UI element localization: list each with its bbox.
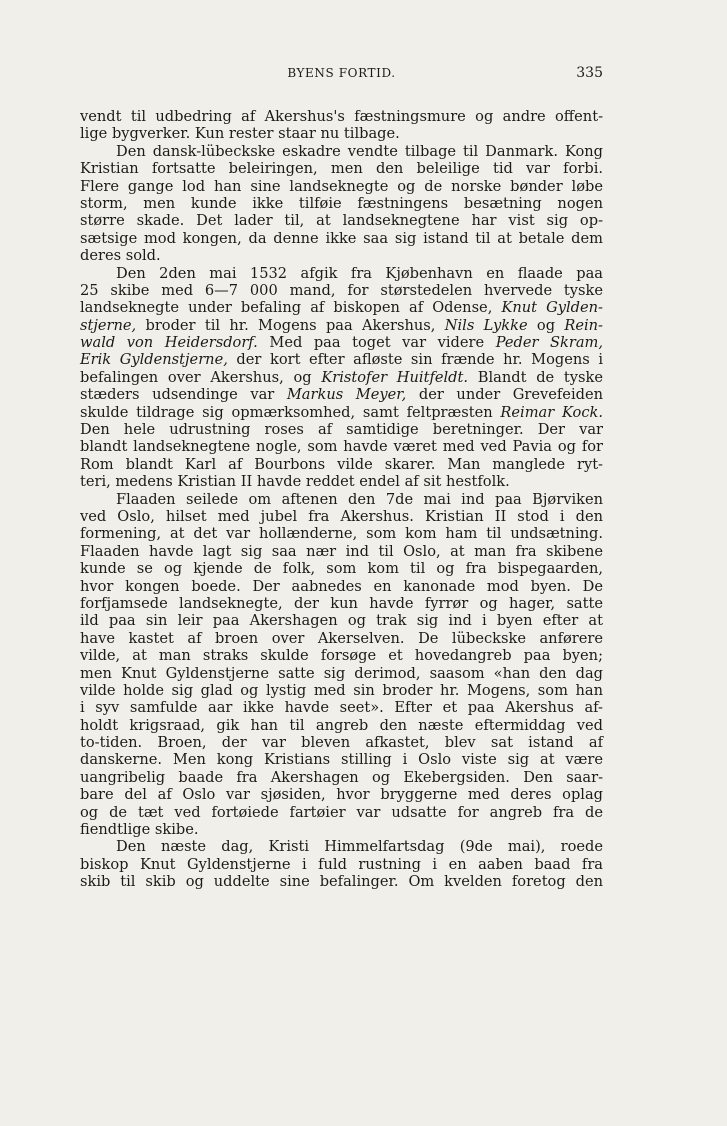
text-line: holdt krigsraad, gik han til angreb den næste eftermiddag ved [80, 716, 603, 734]
text-line: Rom blandt Karl af Bourbons vilde skarer. Man manglede ryt- [80, 455, 603, 473]
text-line: og de tæt ved fortøiede fartøier var udsatte for angreb fra de [80, 803, 603, 821]
text-line: Kristian fortsatte beleiringen, men den beleilige tid var forbi. [80, 160, 603, 178]
text-line: lige bygverker. Kun rester staar nu tilbage. [80, 125, 400, 143]
text-line: have kastet af broen over Akerselven. De lübeckske anførere [80, 629, 603, 647]
text-line: Den næste dag, Kristi Himmelfartsdag (9de mai), roede [116, 838, 603, 856]
text-line: forfjamsede landseknegte, der kun havde fyrrør og hager, satte [80, 594, 603, 612]
text-line: vilde holde sig glad og lystig med sin broder hr. Mogens, som han [80, 681, 603, 699]
text-line: formening, at det var hollænderne, som kom ham til undsætning. [80, 525, 603, 543]
text-line: to-tiden. Broen, der var bleven afkastet, blev sat istand af [80, 734, 603, 752]
running-title: BYENS FORTID. [287, 66, 396, 80]
text-line: Den 2den mai 1532 afgik fra Kjøbenhavn en flaade paa [116, 264, 603, 282]
page-header [80, 66, 603, 86]
text-line: i syv samfulde aar ikke havde seet». Efter et paa Akershus af- [80, 699, 603, 717]
text-line: 25 skibe med 6—7 000 mand, for størstedelen hvervede tyske [80, 281, 603, 299]
text-line: Erik Gyldenstjerne, der kort efter afløste sin frænde hr. Mogens i [80, 351, 603, 369]
text-line: skib til skib og uddelte sine befalinger. Om kvelden foretog den [80, 873, 603, 891]
text-line: vendt til udbedring af Akershus's fæstningsmure og andre offent- [80, 108, 603, 125]
text-line: storm, men kunde ikke tilføie fæstningens besætning nogen [80, 194, 603, 212]
text-line: landseknegte under befaling af biskopen af Odense, Knut Gylden- [80, 299, 603, 317]
text-line: vilde, at man straks skulde forsøge et hovedangreb paa byen; [80, 647, 603, 665]
text-line: Flaaden seilede om aftenen den 7de mai ind paa Bjørviken [116, 490, 603, 508]
text-line: Den dansk-lübeckske eskadre vendte tilbage til Danmark. Kong [116, 142, 603, 160]
text-line: wald von Heidersdorf. Med paa toget var videre Peder Skram, [80, 334, 603, 352]
text-line: ild paa sin leir paa Akershagen og trak sig ind i byen efter at [80, 612, 603, 630]
text-line: kunde se og kjende de folk, som kom til og fra bispegaarden, [80, 560, 603, 578]
text-line: Flaaden havde lagt sig saa nær ind til Oslo, at man fra skibene [80, 542, 603, 560]
text-line: stjerne, broder til hr. Mogens paa Akershus, Nils Lykke og Rein- [80, 316, 603, 334]
text-line: deres sold. [80, 247, 161, 265]
text-line: større skade. Det lader til, at landseknegtene har vist sig op- [80, 212, 603, 230]
text-line: sætsige mod kongen, da denne ikke saa sig istand til at betale dem [80, 229, 603, 247]
text-line: befalingen over Akershus, og Kristofer Huitfeldt. Blandt de tyske [80, 368, 603, 386]
text-line: hvor kongen boede. Der aabnedes en kanonade mod byen. De [80, 577, 603, 595]
body-text [80, 108, 603, 891]
text-line: danskerne. Men kong Kristians stilling i Oslo viste sig at være [80, 751, 603, 769]
text-line: bare del af Oslo var sjøsiden, hvor bryggerne med deres oplag [80, 786, 603, 804]
page-number: 335 [576, 65, 603, 81]
text-line: ved Oslo, hilset med jubel fra Akershus. Kristian II stod i den [80, 507, 603, 525]
text-line: Den hele udrustning roses af samtidige beretninger. Der var [80, 421, 603, 439]
text-line: fiendtlige skibe. [80, 821, 199, 839]
text-line: men Knut Gyldenstjerne satte sig derimod, saasom «han den dag [80, 664, 603, 682]
text-line: stæders udsendinge var Markus Meyer, der under Grevefeiden [80, 386, 603, 404]
text-line: teri, medens Kristian II havde reddet endel af sit hestfolk. [80, 473, 510, 491]
text-line: blandt landseknegtene nogle, som havde været med ved Pavia og for [80, 438, 603, 456]
text-line: skulde tildrage sig opmærksomhed, samt feltpræsten Reimar Kock. [80, 403, 603, 421]
text-line: uangribelig baade fra Akershagen og Ekebergsiden. Den saar- [80, 768, 603, 786]
text-line: biskop Knut Gyldenstjerne i fuld rustning i en aaben baad fra [80, 855, 603, 873]
text-line: Flere gange lod han sine landseknegte og de norske bønder løbe [80, 177, 603, 195]
